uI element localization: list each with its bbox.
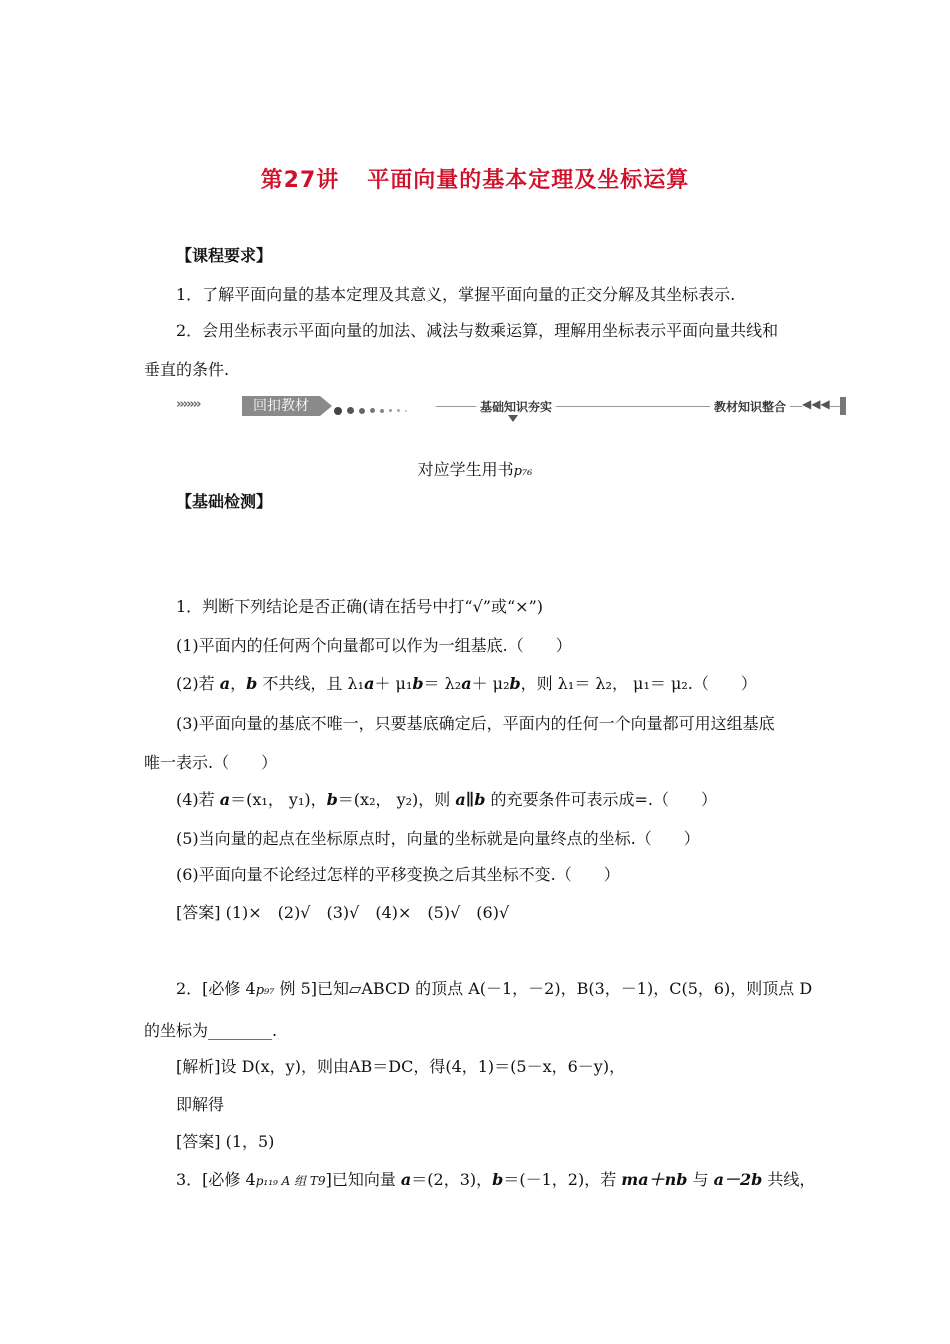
q2-analysis: [解析]设 D(x，y)，则由AB＝DC，得(4，1)＝(5－x，6－y)， — [176, 1057, 626, 1076]
q1-statement-3-line-1: (3)平面向量的基底不唯一，只要基底确定后，平面内的任何一个向量都可用这组基底 — [176, 714, 775, 733]
banner-middle-label: 基础知识夯实 — [476, 398, 556, 415]
q2-stem-line-1: 2．[必修 4p₉₇ 例 5]已知▱ABCD 的顶点 A(－1，－2)，B(3，－1)，C(5，6)，则顶点 D — [176, 979, 813, 998]
q1-statement-1: (1)平面内的任何两个向量都可以作为一组基底.（ ） — [176, 636, 572, 655]
triangle-down-icon — [508, 415, 518, 422]
q1-answer: [答案] (1)× (2)√ (3)√ (4)× (5)√ (6)√ — [176, 903, 510, 922]
q2-solve: 即解得 — [176, 1095, 225, 1114]
basic-check-heading: 【基础检测】 — [176, 492, 273, 511]
banner-right-label: 教材知识整合 — [710, 398, 790, 415]
arrow-left-icon: ◀◀◀ — [802, 397, 830, 411]
q1-statement-6: (6)平面向量不论经过怎样的平移变换之后其坐标不变.（ ） — [176, 865, 620, 884]
q1-stem: 1．判断下列结论是否正确(请在括号中打“√”或“×”) — [176, 597, 543, 616]
requirement-1: 1．了解平面向量的基本定理及其意义，掌握平面向量的正交分解及其坐标表示. — [176, 285, 736, 304]
chevron-right-icon: ››››››› — [176, 397, 200, 412]
requirement-2-line-1: 2．会用坐标表示平面向量的加法、减法与数乘运算，理解用坐标表示平面向量共线和 — [176, 321, 779, 340]
q1-statement-4: (4)若 a＝(x₁， y₁)，b＝(x₂， y₂)，则 a∥b 的充要条件可表示成=.（ ） — [176, 790, 717, 809]
lecture-number: 第27讲 — [260, 168, 340, 193]
requirement-2-line-2: 垂直的条件. — [144, 360, 230, 379]
banner-tag: 回扣教材 — [242, 396, 320, 416]
q2-stem-line-2: 的坐标为________. — [144, 1021, 278, 1040]
course-requirements-heading: 【课程要求】 — [176, 246, 273, 265]
q1-statement-3-line-2: 唯一表示.（ ） — [144, 753, 278, 772]
q3-stem: 3．[必修 4p₁₁₉ A 组 T9]已知向量 a＝(2，3)，b＝(－1，2)，若 ma＋nb 与 a－2b 共线， — [176, 1170, 816, 1189]
page-title — [0, 163, 950, 194]
lecture-topic: 平面向量的基本定理及坐标运算 — [367, 168, 690, 193]
section-banner — [176, 394, 848, 420]
student-book-reference: 对应学生用书p₇₆ — [417, 460, 533, 479]
q1-statement-2: (2)若 a，b 不共线，且 λ₁a＋ μ₁b＝ λ₂a＋ μ₂b，则 λ₁＝ λ₂， μ₁＝ μ₂.（ ） — [176, 674, 757, 693]
q2-answer: [答案] (1，5) — [176, 1132, 275, 1151]
page-ref: p₇₆ — [513, 464, 533, 479]
q1-statement-5: (5)当向量的起点在坐标原点时，向量的坐标就是向量终点的坐标.（ ） — [176, 829, 700, 848]
banner-end-bar — [840, 397, 846, 415]
dots-decoration — [334, 400, 412, 419]
